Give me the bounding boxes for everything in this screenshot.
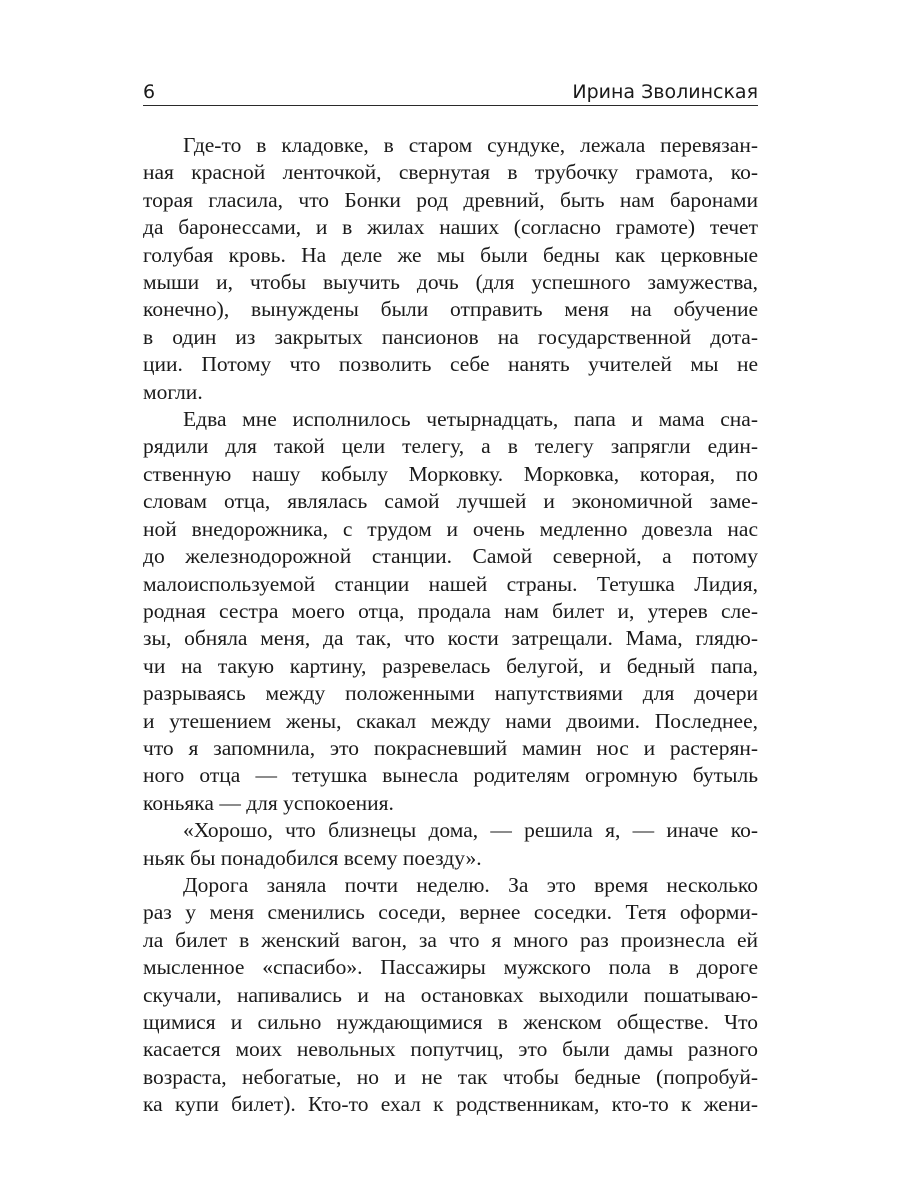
author-name: Ирина Зволинская <box>572 81 758 103</box>
text-line: ственную нашу кобылу Морковку. Морковка, которая, по <box>143 461 758 486</box>
text-line: родная сестра моего отца, продала нам билет и, утерев сле- <box>143 598 758 623</box>
text-line: ного отца — тетушка вынесла родителям огромную бутыль <box>143 763 758 788</box>
text-line: коньяка — для успокоения. <box>143 790 394 815</box>
header-rule <box>143 105 758 106</box>
text-line: ции. Потому что позволить себе нанять учителей мы не <box>143 352 758 377</box>
text-line: и утешением жены, скакал между нами двоими. Последнее, <box>143 708 758 733</box>
text-line: возраста, небогатые, но и не так чтобы бедные (попробуй- <box>143 1064 758 1089</box>
text-line: щимися и сильно нуждающимися в женском обществе. Что <box>143 1010 758 1034</box>
text-line: раз у меня сменились соседи, вернее соседки. Тетя оформи- <box>143 900 758 925</box>
text-line: мыши и, чтобы выучить дочь (для успешного замужества, <box>143 270 758 295</box>
text-line: мысленное «спасибо». Пассажиры мужского пола в дороге <box>143 955 758 980</box>
text-line: могли. <box>143 379 203 404</box>
text-line: голубая кровь. На деле же мы были бедны как церковные <box>143 242 758 267</box>
running-head <box>143 74 758 104</box>
page-number: 6 <box>143 81 156 103</box>
text-line: «Хорошо, что близнецы дома, — решила я, — иначе ко- <box>183 818 758 843</box>
text-line: зы, обняла меня, да так, что кости затрещали. Мама, глядю- <box>143 626 758 651</box>
text-line: Едва мне исполнилось четырнадцать, папа и мама сна- <box>183 407 758 432</box>
text-line: чи на такую картину, разревелась белугой, и бедный папа, <box>143 653 758 678</box>
text-line: ньяк бы понадобился всему поезду». <box>143 845 482 870</box>
text-line: да баронессами, и в жилах наших (согласно грамоте) течет <box>143 215 758 240</box>
body-text <box>143 132 758 1119</box>
text-line: разрываясь между положенными напутствиями для дочери <box>143 681 758 706</box>
text-line: словам отца, являлась самой лучшей и экономичной заме- <box>143 489 758 514</box>
paragraph <box>143 817 758 872</box>
paragraph <box>143 406 758 817</box>
text-line: скучали, напивались и на остановках выходили пошатываю- <box>143 982 758 1007</box>
text-line: до железнодорожной станции. Самой северной, а потому <box>143 544 758 569</box>
text-line: ная красной ленточкой, свернутая в трубочку грамота, ко- <box>143 160 758 185</box>
text-line: рядили для такой цели телегу, а в телегу запрягли един- <box>143 434 758 459</box>
text-line: торая гласила, что Бонки род древний, быть нам баронами <box>143 187 758 212</box>
text-line: конечно), вынуждены были отправить меня на обучение <box>143 297 758 322</box>
text-line: Где-то в кладовке, в старом сундуке, лежала перевязан- <box>183 133 758 157</box>
text-line: малоиспользуемой станции нашей страны. Тетушка Лидия, <box>143 571 758 596</box>
text-line: ной внедорожника, с трудом и очень медленно довезла нас <box>143 516 758 541</box>
text-line: касается моих невольных попутчиц, это были дамы разного <box>143 1037 758 1062</box>
paragraph <box>143 132 758 406</box>
text-line: что я запомнила, это покрасневший мамин нос и растерян- <box>143 735 758 760</box>
paragraph <box>143 872 758 1119</box>
text-line: Дорога заняла почти неделю. За это время несколько <box>183 872 758 897</box>
text-line: в один из закрытых пансионов на государственной дота- <box>143 324 758 349</box>
text-line: ла билет в женский вагон, за что я много раз произнесла ей <box>143 927 758 952</box>
text-line: ка купи билет). Кто-то ехал к родственникам, кто-то к жени- <box>143 1092 758 1117</box>
